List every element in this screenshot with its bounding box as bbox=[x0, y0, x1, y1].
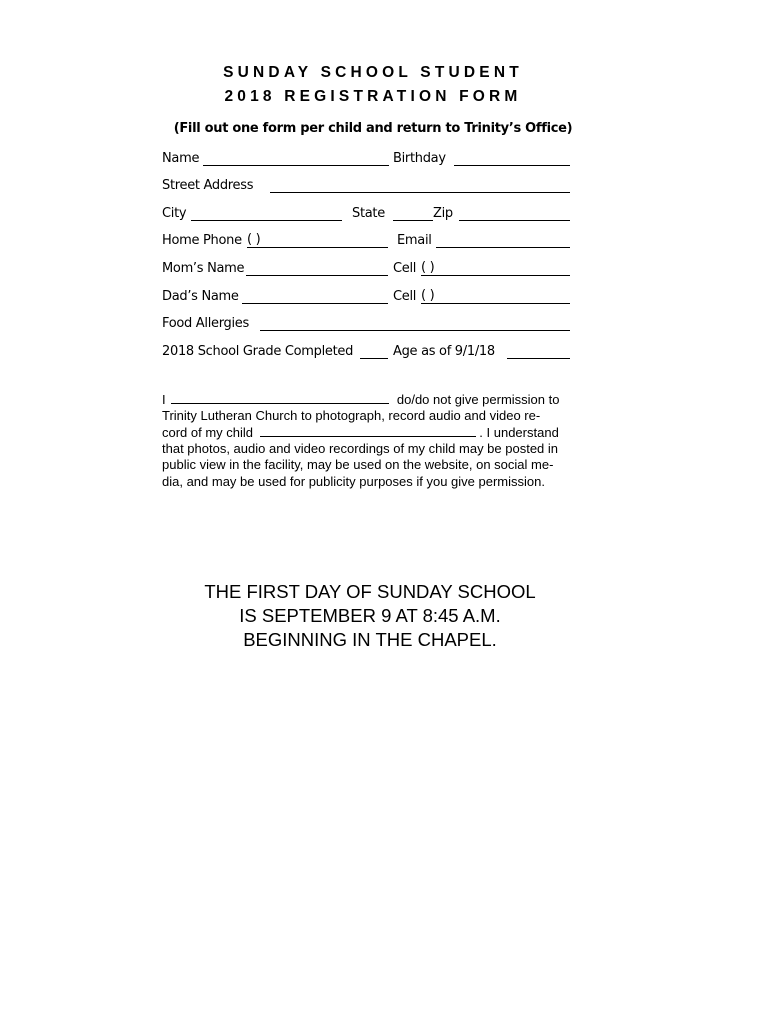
permission-line1-end: do/do not give permission to bbox=[396, 392, 560, 407]
email-field[interactable] bbox=[436, 233, 570, 248]
school-grade-field[interactable] bbox=[360, 344, 388, 359]
birthday-label: Birthday bbox=[393, 151, 446, 166]
permission-line3-start: cord of my child bbox=[162, 425, 254, 440]
home-phone-field[interactable] bbox=[247, 233, 388, 248]
row-name-birthday bbox=[162, 149, 570, 169]
mom-cell-field[interactable] bbox=[421, 261, 570, 276]
state-label: State bbox=[352, 206, 385, 221]
moms-name-label: Mom’s Name bbox=[162, 261, 245, 276]
form-title-line1: SUNDAY SCHOOL STUDENT bbox=[223, 64, 523, 81]
food-allergies-label: Food Allergies bbox=[162, 316, 249, 331]
city-label: City bbox=[162, 206, 187, 221]
child-name-field[interactable] bbox=[260, 424, 476, 437]
email-label: Email bbox=[397, 233, 432, 248]
mom-cell-label: Cell bbox=[393, 261, 417, 276]
row-street-address bbox=[162, 176, 570, 196]
zip-label: Zip bbox=[433, 206, 453, 221]
moms-name-field[interactable] bbox=[246, 261, 388, 276]
home-phone-label: Home Phone bbox=[162, 233, 242, 248]
row-moms-name-cell bbox=[162, 259, 570, 279]
form-title-line2: 2018 REGISTRATION FORM bbox=[224, 88, 522, 105]
age-label: Age as of 9/1/18 bbox=[393, 344, 495, 359]
street-address-field[interactable] bbox=[270, 178, 570, 193]
photo-permission-paragraph bbox=[162, 391, 586, 490]
form-instructions: (Fill out one form per child and return to Trinity’s Office) bbox=[173, 121, 573, 136]
zip-field[interactable] bbox=[459, 206, 570, 221]
age-field[interactable] bbox=[507, 344, 570, 359]
permission-line-4: that photos, audio and video recordings of my child may be posted in bbox=[162, 440, 559, 456]
name-field[interactable] bbox=[203, 151, 389, 166]
permission-line-1 bbox=[162, 391, 586, 408]
permission-line1-start: I bbox=[162, 392, 166, 407]
street-address-label: Street Address bbox=[162, 178, 254, 193]
dads-name-label: Dad’s Name bbox=[162, 289, 239, 304]
row-food-allergies bbox=[162, 314, 570, 334]
name-label: Name bbox=[162, 151, 200, 166]
dads-name-field[interactable] bbox=[242, 289, 388, 304]
row-home-phone-email bbox=[162, 231, 570, 251]
row-grade-age bbox=[162, 342, 570, 362]
announcement-line-1: THE FIRST DAY OF SUNDAY SCHOOL bbox=[204, 581, 536, 602]
permission-line3-end: . I understand bbox=[479, 425, 559, 440]
mom-cell-area-code: ( ) bbox=[421, 260, 435, 275]
parent-name-field[interactable] bbox=[171, 391, 389, 404]
permission-line-3 bbox=[162, 424, 586, 441]
announcement-line-3: BEGINNING IN THE CHAPEL. bbox=[243, 629, 497, 650]
permission-line-2: Trinity Lutheran Church to photograph, record audio and video re- bbox=[162, 407, 541, 423]
row-city-state-zip bbox=[162, 204, 570, 224]
dad-cell-field[interactable] bbox=[421, 289, 570, 304]
row-dads-name-cell bbox=[162, 287, 570, 307]
food-allergies-field[interactable] bbox=[260, 316, 570, 331]
home-phone-area-code: ( ) bbox=[247, 232, 261, 247]
dad-cell-label: Cell bbox=[393, 289, 417, 304]
school-grade-label: 2018 School Grade Completed bbox=[162, 344, 354, 359]
permission-line-6: dia, and may be used for publicity purposes if you give permission. bbox=[162, 473, 545, 489]
birthday-field[interactable] bbox=[454, 151, 570, 166]
state-field[interactable] bbox=[393, 206, 433, 221]
announcement-line-2: IS SEPTEMBER 9 AT 8:45 A.M. bbox=[239, 605, 501, 626]
dad-cell-area-code: ( ) bbox=[421, 288, 435, 303]
first-day-announcement bbox=[100, 580, 640, 652]
city-field[interactable] bbox=[191, 206, 342, 221]
permission-line-5: public view in the facility, may be used on the website, on social me- bbox=[162, 457, 554, 472]
